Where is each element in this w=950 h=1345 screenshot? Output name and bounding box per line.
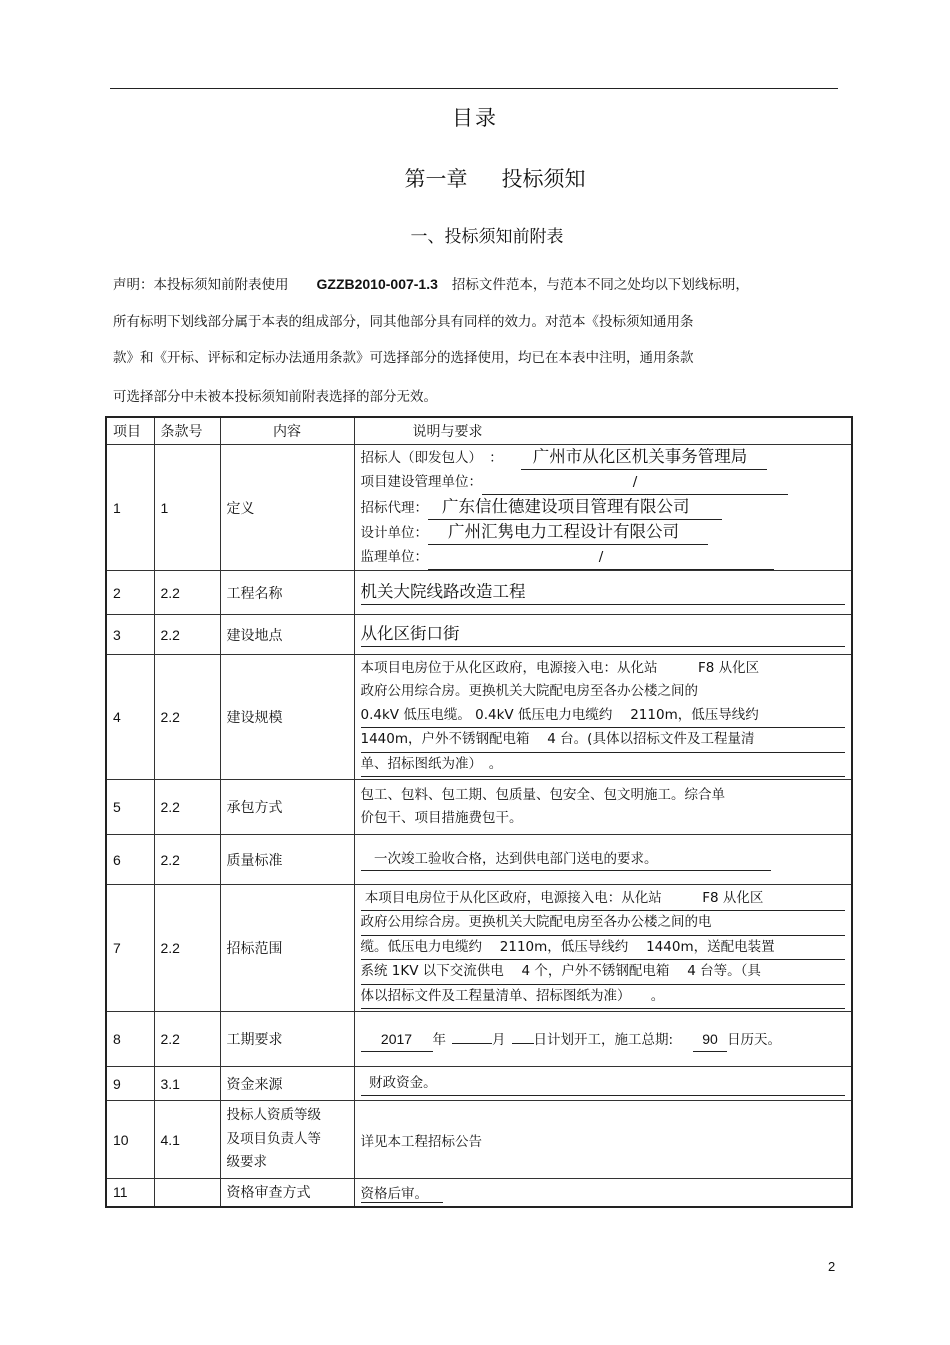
tenderer-value: 广州市从化区机关事务管理局 [521,445,767,470]
start-year: 2017 [361,1027,433,1052]
header-content: 内容 [220,417,354,445]
statement-line-1 [113,273,749,293]
statement-line-2: 所有标明下划线部分属于本表的组成部分，同其他部分具有同样的效力。对范本《投标须知通用条 [113,314,694,330]
content-cell: 工期要求 [220,1012,354,1067]
clause-number: 2.2 [154,655,220,780]
row-number: 11 [106,1179,154,1207]
project-name-value: 机关大院线路改造工程 [361,580,846,605]
construction-manager-line [361,470,846,495]
row-number: 6 [106,835,154,885]
table-row [106,1101,852,1179]
statement-line-4: 可选择部分中未被本投标须知前附表选择的部分无效。 [113,389,437,405]
clause-number: 2.2 [154,835,220,885]
table-header-row [106,417,852,445]
table-row [106,571,852,615]
content-cell: 建设地点 [220,615,354,655]
header-clause: 条款号 [154,417,220,445]
duration-days: 90 [693,1027,727,1052]
table-row [106,885,852,1012]
quality-value: 一次竣工验收合格，达到供电部门送电的要求。 [361,848,771,871]
scale-line: 1440m，户外不锈钢配电箱 4 台。(具体以招标文件及工程量清 [361,728,846,753]
header-item: 项目 [106,417,154,445]
clause-number: 1 [154,445,220,571]
scale-line: 0.4kV 低压电缆。 0.4kV 低压电力电缆约 2110m，低压导线约 [361,704,846,729]
clause-number: 2.2 [154,885,220,1012]
schedule-line [361,1027,846,1052]
section-title: 一、投标须知前附表 [410,227,564,247]
statement-text: 招标文件范本，与范本不同之处均以下划线标明， [451,277,749,293]
clause-number: 2.2 [154,1012,220,1067]
requirements-cell: 详见本工程招标公告 [354,1101,852,1179]
requirements-cell [354,1067,852,1101]
scale-line: 单、招标图纸为准） 。 [361,753,846,778]
bid-instructions-table [105,416,853,1208]
row-number: 2 [106,571,154,615]
row-number: 7 [106,885,154,1012]
scope-line: 体以招标文件及工程量清单、招标图纸为准） 。 [361,985,846,1010]
field-label: 招标代理： [360,500,428,516]
row-number: 8 [106,1012,154,1067]
requirements-cell [354,1179,852,1207]
content-line: 级要求 [226,1154,267,1171]
requirements-cell [354,445,852,571]
table-row [106,1012,852,1067]
row-number: 4 [106,655,154,780]
requirements-cell [354,615,852,655]
statement-line-3: 款》和《开标、评标和定标办法通用条款》可选择部分的选择使用，均已在本表中注明，通用条款 [113,350,694,366]
content-line: 投标人资质等级 [226,1107,321,1124]
tenderer-line [361,445,846,470]
start-month [452,1043,492,1044]
row-number: 10 [106,1101,154,1179]
content-cell: 工程名称 [220,571,354,615]
start-day [512,1043,534,1044]
scope-line: 政府公用综合房。更换机关大院配电房至各办公楼之间的电 [361,911,846,936]
row-number: 3 [106,615,154,655]
content-cell: 资金来源 [220,1067,354,1101]
requirements-cell [354,885,852,1012]
location-value: 从化区街口街 [361,622,846,647]
template-code: GZZB2010-007-1.3 [316,276,438,292]
content-cell: 招标范围 [220,885,354,1012]
requirements-cell [354,780,852,835]
requirements-cell [354,1012,852,1067]
field-label: 设计单位： [360,525,428,541]
chapter-number: 第一章 [404,167,468,191]
toc-title: 目录 [452,106,498,130]
funding-value: 财政资金。 [361,1071,846,1096]
agent-line [361,495,846,520]
chapter-name: 投标须知 [501,167,586,191]
supervisor-line [361,545,846,570]
row-number: 1 [106,445,154,571]
scope-line: 系统 1KV 以下交流供电 4 个，户外不锈钢配电箱 4 台等。（具 [361,960,846,985]
content-cell: 资格审查方式 [220,1179,354,1207]
top-rule [110,88,838,89]
field-colon: ： [489,450,503,466]
clause-number [154,1179,220,1207]
field-label: 项目建设管理单位： [360,474,482,490]
scale-line: 本项目电房位于从化区政府，电源接入电：从化站 F8 从化区 [360,659,760,676]
year-label: 年 [432,1031,446,1048]
content-cell: 建设规模 [220,655,354,780]
table-row [106,835,852,885]
content-cell [220,1101,354,1179]
scope-line: 缆。低压电力电缆约 2110m，低压导线约 1440m，送配电装置 [361,936,846,961]
agent-value: 广东信仕德建设项目管理有限公司 [428,495,722,520]
table-row [106,780,852,835]
requirements-cell [354,571,852,615]
page-number: 2 [828,1259,836,1274]
requirements-cell [354,655,852,780]
scope-line: 本项目电房位于从化区政府，电源接入电：从化站 F8 从化区 [361,887,846,912]
qualification-review-value: 资格后审。 [361,1182,443,1203]
table-row [106,445,852,571]
clause-number: 4.1 [154,1101,220,1179]
content-cell: 质量标准 [220,835,354,885]
table-row [106,1179,852,1207]
construction-manager-value: / [482,470,788,495]
content-cell: 定义 [220,445,354,571]
contract-mode-line: 价包干、项目措施费包干。 [360,810,523,826]
table-row [106,1067,852,1101]
content-line: 及项目负责人等 [226,1130,321,1147]
day-label: 日计划开工，施工总期: [533,1031,674,1048]
supervisor-value: / [428,545,774,570]
row-number: 9 [106,1067,154,1101]
clause-number: 2.2 [154,571,220,615]
clause-number: 3.1 [154,1067,220,1101]
row-number: 5 [106,780,154,835]
table-row [106,615,852,655]
statement-text: 声明：本投标须知前附表使用 [113,277,289,293]
scale-line: 政府公用综合房。更换机关大院配电房至各办公楼之间的 [360,683,698,700]
month-label: 月 [492,1031,506,1048]
contract-mode-line: 包工、包料、包工期、包质量、包安全、包文明施工。综合单 [360,786,725,803]
clause-number: 2.2 [154,780,220,835]
clause-number: 2.2 [154,615,220,655]
header-requirements: 说明与要求 [354,417,852,445]
field-label: 招标人（即发包人） [360,450,476,466]
design-unit-line [361,520,846,545]
content-cell: 承包方式 [220,780,354,835]
design-unit-value: 广州汇隽电力工程设计有限公司 [428,520,708,545]
requirements-cell [354,835,852,885]
chapter-title [20,163,950,193]
field-label: 监理单位： [360,549,428,565]
table-row [106,655,852,780]
calendar-days-label: 日历天。 [727,1031,782,1048]
